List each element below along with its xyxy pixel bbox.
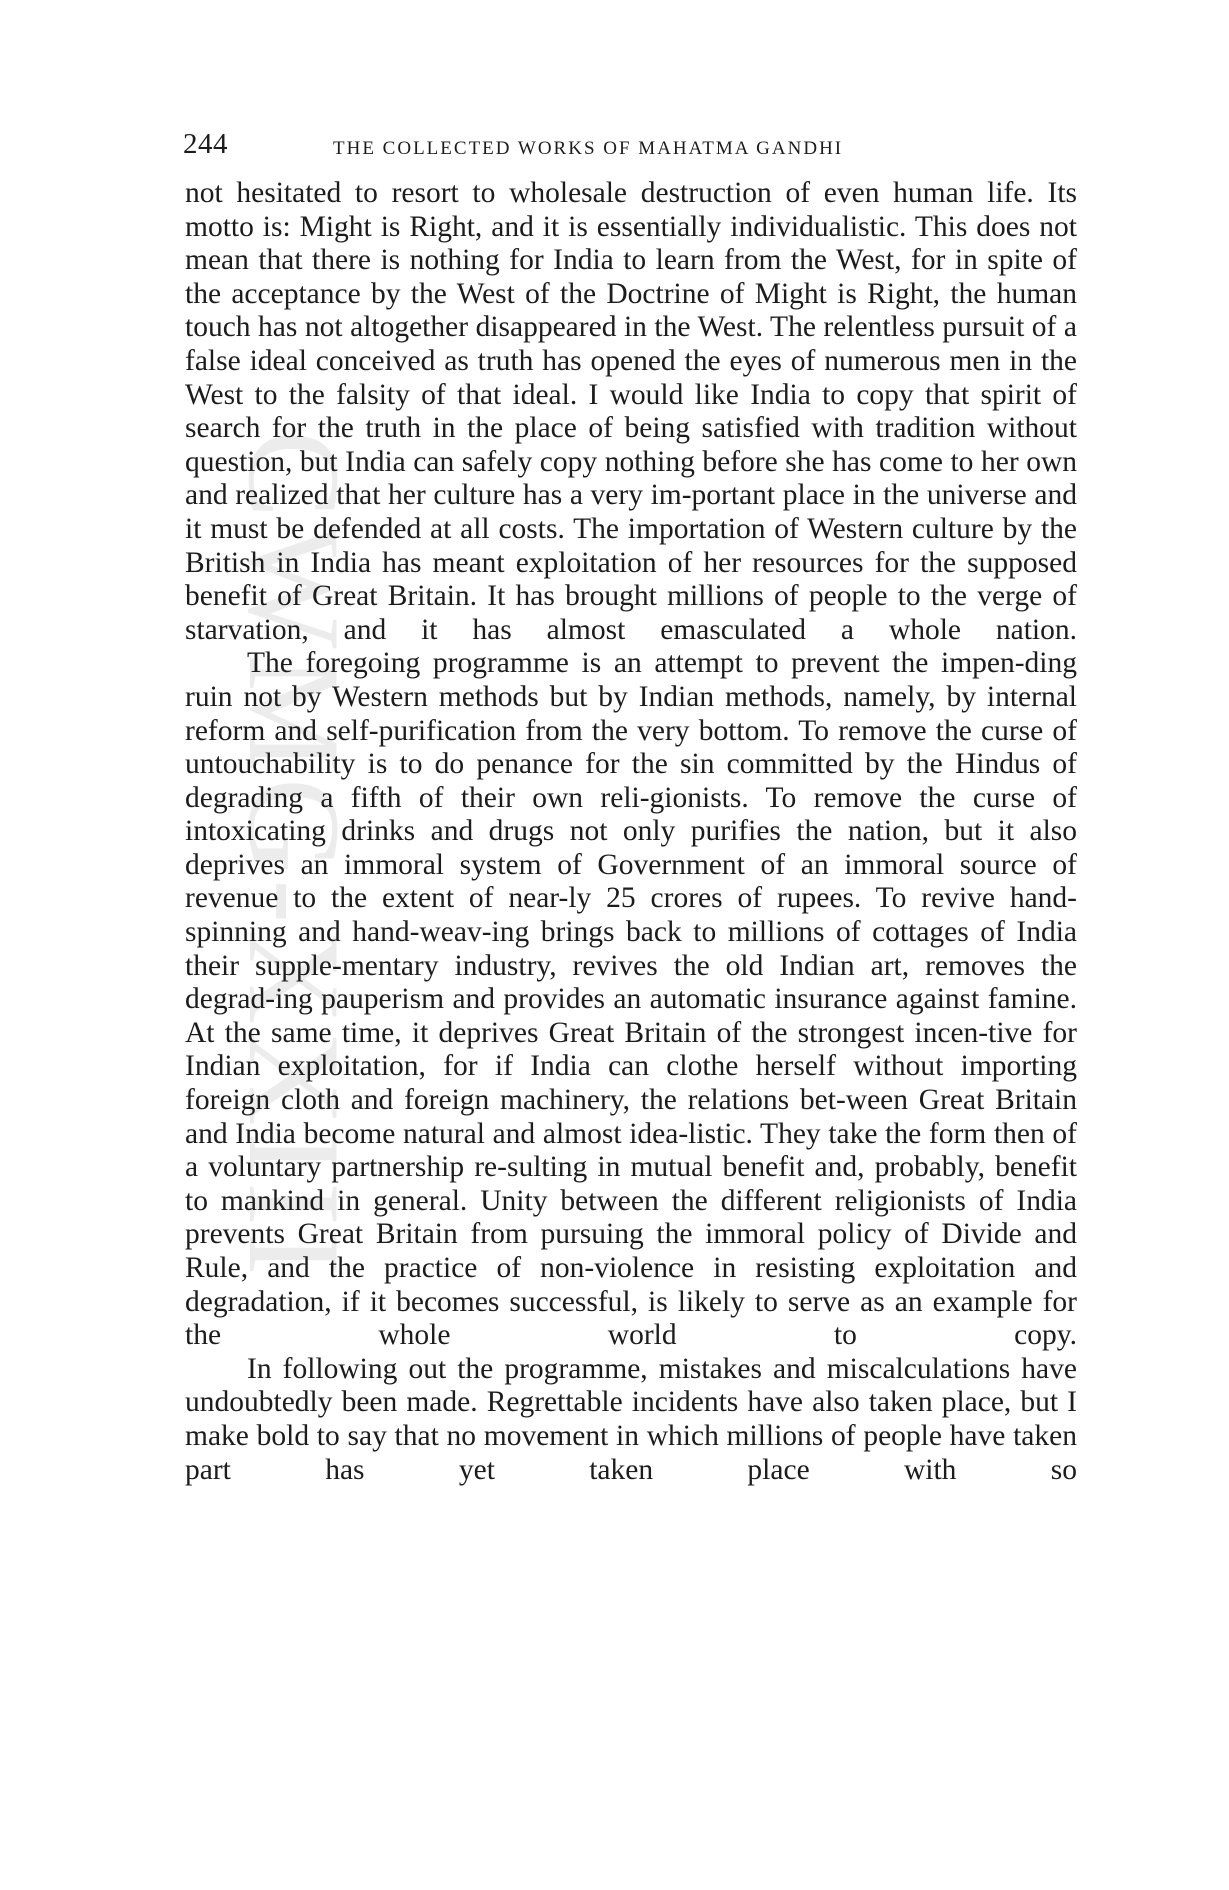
page-number: 244 [183, 128, 228, 160]
running-title: THE COLLECTED WORKS OF MAHATMA GANDHI [333, 138, 844, 159]
paragraph-1: not hesitated to resort to wholesale destruction of even human life. Its motto is: Might is Right, and it is essentially individualistic. This does not mean that there is nothing for India to learn from the West, for in spite of the acceptance by the West of the Doctrine of Might is Right, the human touch has not altogether disappeared in the West. The relentless pursuit of a false ideal conceived as truth has opened the eyes of numerous men in the West to the falsity of that ideal. I would like India to copy that spirit of search for the truth in the place of being satisfied with tradition without question, but India can safely copy nothing before she has come to her own and realized that her culture has a very im-portant place in the universe and it must be defended at all costs. The importation of Western culture by the British in India has meant exploitation of her resources for the supposed benefit of Great Britain. It has brought millions of people to the verge of starvation, and it has almost emasculated a whole nation. [185, 177, 1077, 646]
watermark-text: CWMG-XXIII [221, 430, 368, 1282]
paragraph-2: The foregoing programme is an attempt to prevent the impen-ding ruin not by Western methods but by Indian methods, namely, by internal reform and self-purification from the very bottom. To remove the curse of untouchability is to do penance for the sin committed by the Hindus of degrading a fifth of their own reli-gionists. To remove the curse of intoxicating drinks and drugs not only purifies the nation, but it also deprives an immoral system of Government of an immoral source of revenue to the extent of near-ly 25 crores of rupees. To revive hand-spinning and hand-weav-ing brings back to millions of cottages of India their supple-mentary industry, revives the old Indian art, removes the degrad-ing pauperism and provides an automatic insurance against famine. At the same time, it deprives Great Britain of the strongest incen-tive for Indian exploitation, for if India can clothe herself without importing foreign cloth and foreign machinery, the relations bet-ween Great Britain and India become natural and almost idea-listic. They take the form then of a voluntary partnership re-sulting in mutual benefit and, probably, benefit to mankind in general. Unity between the different religionists of India prevents Great Britain from pursuing the immoral policy of Divide and Rule, and the practice of non-violence in resisting exploitation and degradation, if it becomes successful, is likely to serve as an example for the whole world to copy. [185, 647, 1077, 1352]
body-text [185, 177, 1077, 1487]
paragraph-3: In following out the programme, mistakes and miscalculations have undoubtedly been made. Regrettable incidents have also taken place, but I make bold to say that no movement in which millions of people have taken part has yet taken place with so [185, 1352, 1077, 1486]
page-header [183, 128, 1073, 168]
